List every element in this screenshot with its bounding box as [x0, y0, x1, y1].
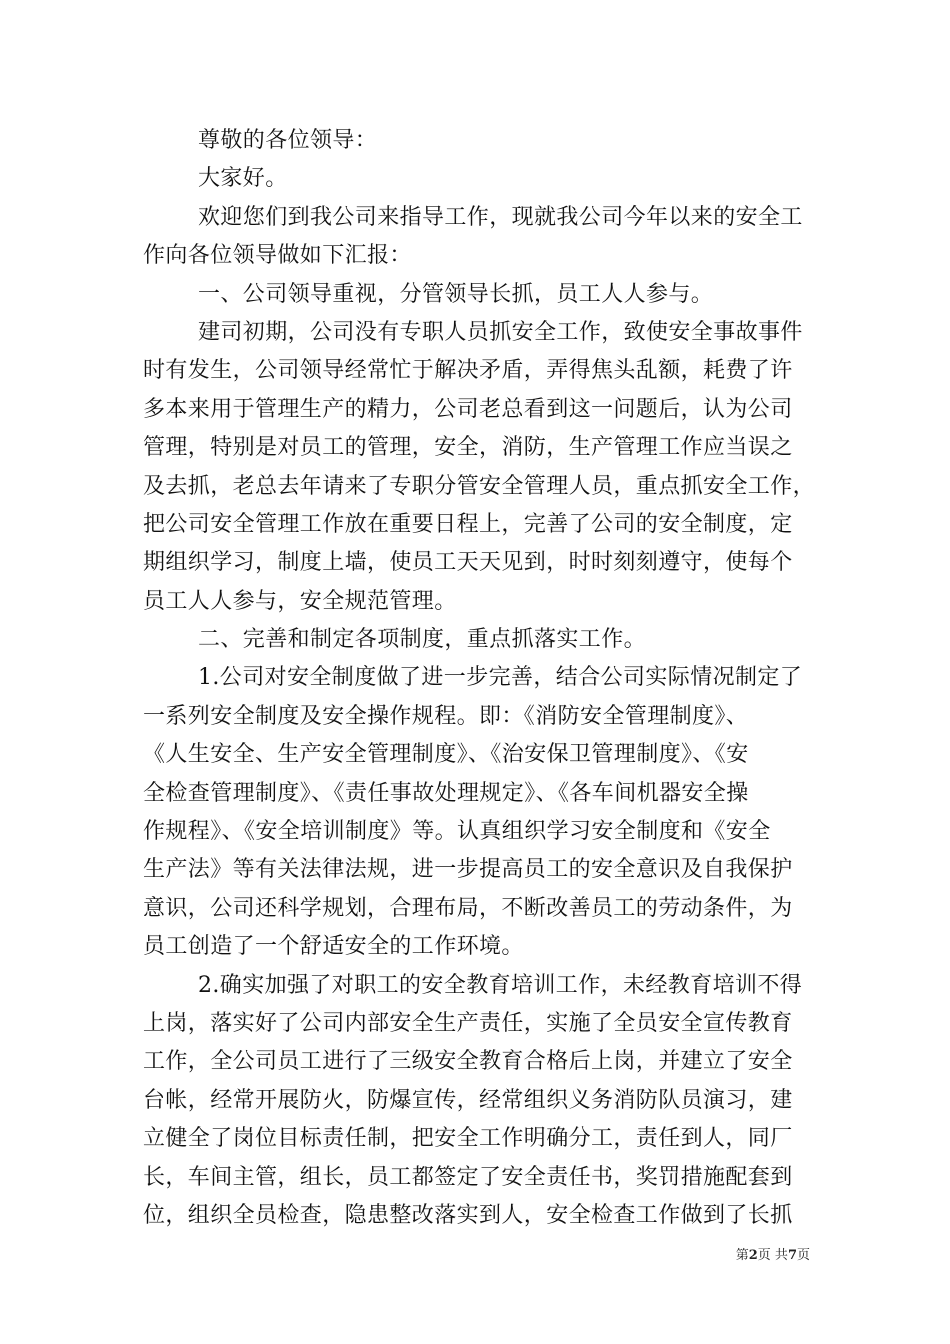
text-line: 把公司安全管理工作放在重要日程上，完善了公司的安全制度，定: [143, 511, 793, 537]
current-page-number: 2: [748, 1248, 758, 1263]
text-line: 立健全了岗位目标责任制，把安全工作明确分工，责任到人，同厂: [143, 1126, 793, 1152]
text-line: 时有发生，公司领导经常忙于解决矛盾，弄得焦头乱额，耗费了许: [143, 358, 793, 384]
text-line: 作规程》、《安全培训制度》等。认真组织学习安全制度和《安全: [143, 819, 771, 845]
document-body: [143, 122, 816, 1235]
text-line: 2.确实加强了对职工的安全教育培训工作，未经教育培训不得: [198, 972, 803, 998]
salutation-line: 尊敬的各位领导：: [198, 128, 378, 153]
text-line: 一系列安全制度及安全操作规程。即：《消防安全管理制度》、: [143, 703, 749, 729]
text-line: 员工人人参与，安全规范管理。: [143, 588, 457, 614]
footer-prefix: 第: [735, 1248, 749, 1263]
greeting-line: 大家好。: [198, 166, 288, 192]
footer-suffix: 页: [796, 1248, 810, 1263]
text-line: 多本来用于管理生产的精力，公司老总看到这一问题后，认为公司: [143, 396, 793, 422]
text-line: 期组织学习，制度上墙，使员工天天见到，时时刻刻遵守，使每个: [143, 550, 793, 576]
text-line: 员工创造了一个舒适安全的工作环境。: [143, 934, 524, 960]
text-line: 上岗，落实好了公司内部安全生产责任，实施了全员安全宣传教育: [143, 1010, 793, 1036]
text-line: 生产法》等有关法律法规，进一步提高员工的安全意识及自我保护: [143, 857, 793, 883]
total-pages-number: 7: [787, 1248, 797, 1263]
text-line: 1.公司对安全制度做了进一步完善，结合公司实际情况制定了: [198, 665, 803, 691]
section-heading-1: 一、公司领导重视，分管领导长抓，员工人人参与。: [198, 281, 714, 307]
text-line: 长，车间主管，组长，员工都签定了安全责任书，奖罚措施配套到: [143, 1164, 793, 1190]
text-line: 作向各位领导做如下汇报：: [143, 243, 412, 269]
footer-middle: 页 共: [757, 1248, 788, 1263]
text-line: 欢迎您们到我公司来指导工作，现就我公司今年以来的安全工: [198, 204, 803, 230]
text-line: 意识，公司还科学规划，合理布局，不断改善员工的劳动条件，为: [143, 895, 793, 921]
text-line: 位，组织全员检查，隐患整改落实到人，安全检查工作做到了长抓: [143, 1202, 793, 1228]
page-footer: [700, 1248, 810, 1264]
text-line: 工作，全公司员工进行了三级安全教育合格后上岗，并建立了安全: [143, 1049, 793, 1075]
text-line: 管理，特别是对员工的管理，安全，消防，生产管理工作应当误之: [143, 435, 793, 461]
text-line: 《人生安全、生产安全管理制度》、《治安保卫管理制度》、《安: [143, 742, 749, 768]
section-heading-2: 二、完善和制定各项制度，重点抓落实工作。: [198, 627, 647, 653]
text-line: 台帐，经常开展防火，防爆宣传，经常组织义务消防队员演习，建: [143, 1087, 793, 1113]
text-line: 全检查管理制度》、《责任事故处理规定》、《各车间机器安全操: [143, 780, 749, 806]
text-line: 及去抓，老总去年请来了专职分管安全管理人员，重点抓安全工作，: [143, 473, 816, 499]
text-line: 建司初期，公司没有专职人员抓安全工作，致使安全事故事件: [198, 319, 803, 345]
